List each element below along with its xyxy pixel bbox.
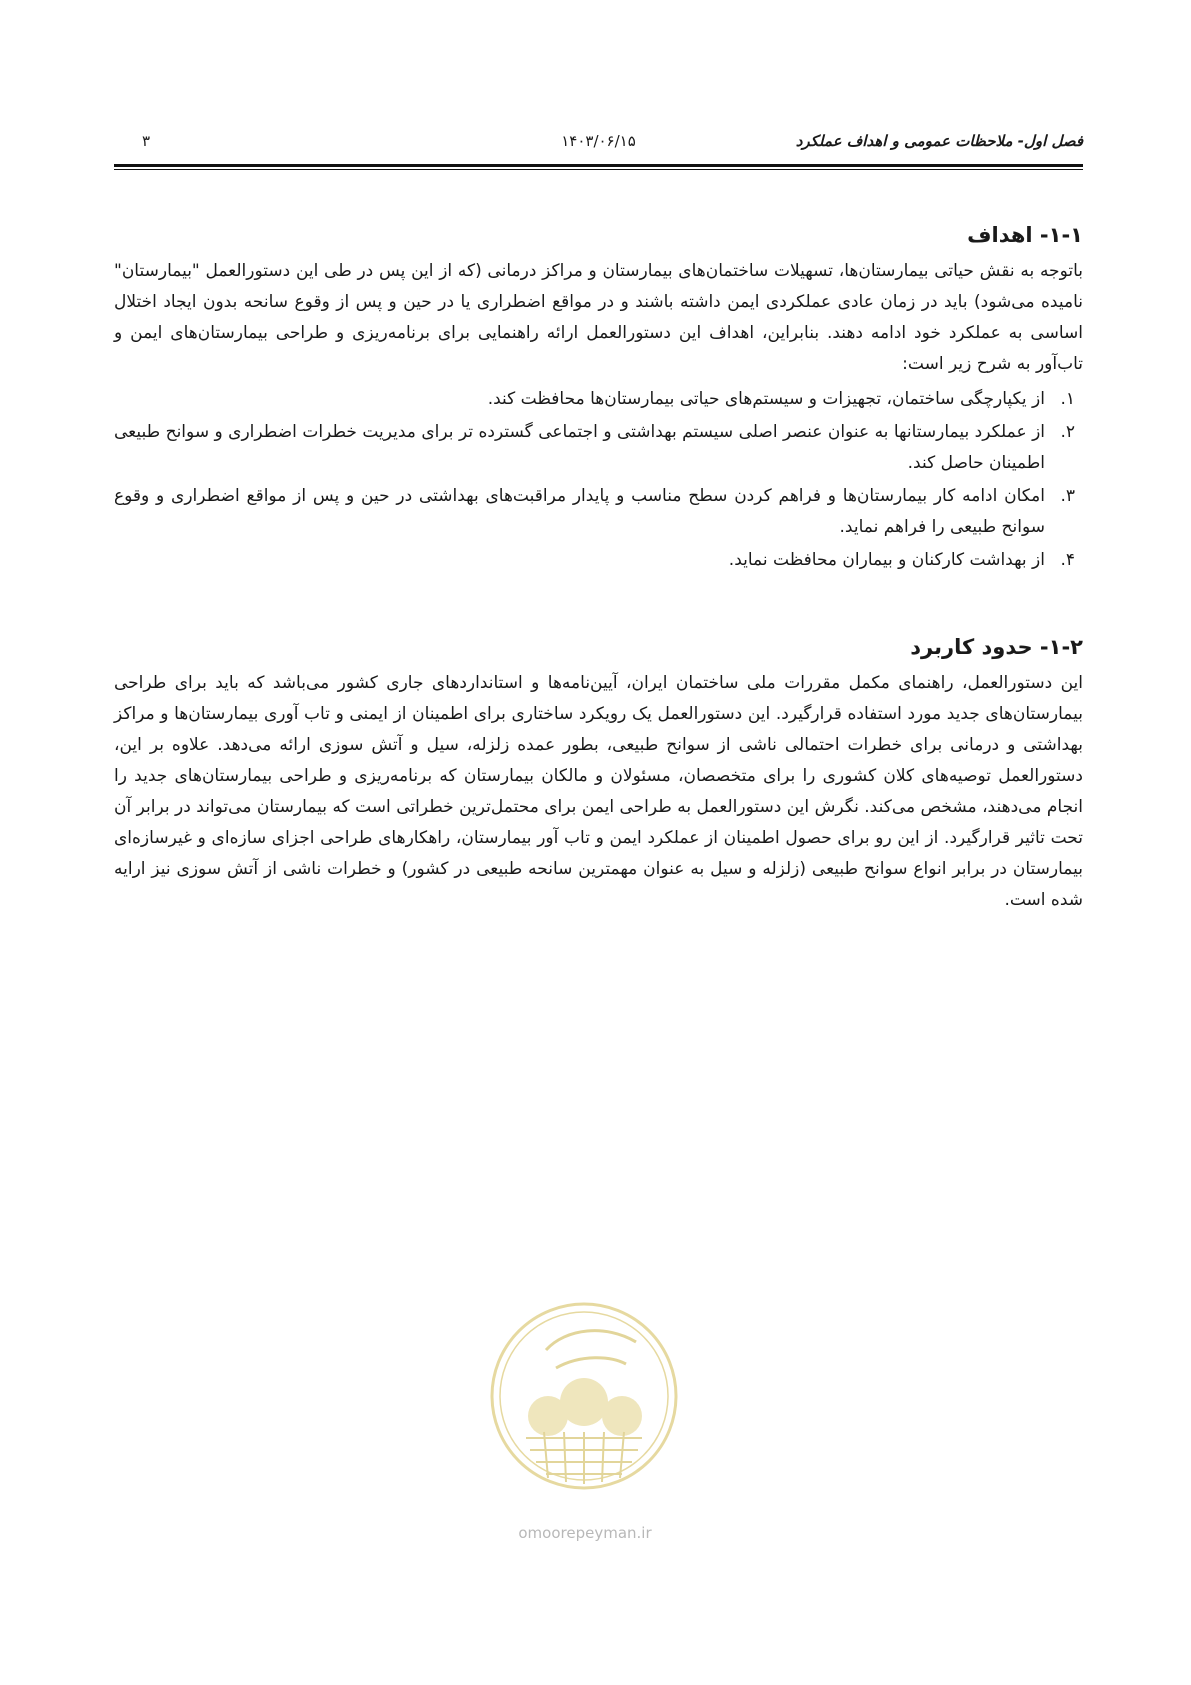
page-header	[114, 128, 1083, 160]
list-item	[114, 417, 1075, 479]
list-item	[114, 481, 1075, 543]
header-rule-thin	[114, 169, 1083, 170]
page-number: ۳	[142, 132, 151, 150]
list-item-text: از یکپارچگی ساختمان، تجهیزات و سیستم‌های حیاتی بیمارستان‌ها محافظت کند.	[487, 389, 1045, 409]
section-heading-scope: ۱-۲- حدود کاربرد	[910, 635, 1083, 659]
header-rule-thick	[114, 164, 1083, 167]
list-item-text: از عملکرد بیمارستانها به عنوان عنصر اصلی سیستم بهداشتی و اجتماعی گسترده تر برای مدیریت خطرات اضطراری و سوانح طبیعی اطمینان حاصل کند.	[114, 422, 1045, 473]
list-item-text: امکان ادامه کار بیمارستان‌ها و فراهم کردن سطح مناسب و پایدار مراقبت‌های بهداشتی در حین و پس از مواقع اضطراری و وقوع سوانح طبیعی را فراهم نماید.	[114, 486, 1045, 537]
list-item-number: ۱.	[1060, 389, 1075, 409]
list-item	[114, 545, 1075, 576]
header-title: فصل اول- ملاحظات عمومی و اهداف عملکرد	[795, 132, 1083, 150]
header-date: ۱۴۰۳/۰۶/۱۵	[561, 132, 636, 150]
list-item-number: ۲.	[1060, 422, 1075, 442]
section-paragraph-goals: باتوجه به نقش حیاتی بیمارستان‌ها، تسهیلات ساختمان‌های بیمارستان و مراکز درمانی (که از این پس در طی این دستورالعمل "بیمارستان" نامیده می‌شود) باید در زمان عادی عملکردی ایمن داشته باشند و در مواقع اضطراری یا در حین و پس از وقوع سانحه بدون ایجاد اختلال اساسی به عملکرد خود ادامه دهند. بنابراین، اهداف این دستورالعمل ارائه راهنمایی برای برنامه‌ریزی و طراحی بیمارستان‌های ایمن و تاب‌آور به شرح زیر است:	[114, 261, 1083, 374]
section-heading-goals: ۱-۱- اهداف	[967, 223, 1083, 247]
watermark-url: omoorepeyman.ir	[518, 1524, 652, 1542]
list-item-text: از بهداشت کارکنان و بیماران محافظت نماید.	[728, 550, 1045, 570]
list-item-number: ۴.	[1060, 550, 1075, 570]
list-item-number: ۳.	[1060, 486, 1075, 506]
seal-logo-icon	[486, 1298, 682, 1494]
page-content	[114, 218, 1083, 916]
goals-list	[114, 384, 1083, 576]
list-item	[114, 384, 1075, 415]
section-paragraph-scope: این دستورالعمل، راهنمای مکمل مقررات ملی ساختمان ایران، آیین‌نامه‌ها و استانداردهای جاری کشور می‌باشد که باید برای طراحی بیمارستان‌های جدید مورد استفاده قرارگیرد. این دستورالعمل یک رویکرد ساختاری برای اطمینان از ایمنی و تاب آوری بیمارستان‌ها و مراکز بهداشتی و درمانی برای خطرات احتمالی ناشی از سوانح طبیعی، بطور عمده زلزله، سیل و آتش سوزی ارائه می‌دهد. علاوه بر این، دستورالعمل توصیه‌های کلان کشوری را برای متخصصان، مسئولان و مالکان بیمارستان که برنامه‌ریزی و طراحی بیمارستان‌های جدید را انجام می‌دهند، مشخص می‌کند. نگرش این دستورالعمل به طراحی ایمن برای محتمل‌ترین خطراتی است که بیمارستان می‌تواند در برابر آن تحت تاثیر قرارگیرد. از این رو برای حصول اطمینان از عملکرد ایمن و تاب آور بیمارستان، راهکارهای طراحی اجزای سازه‌ای و غیرسازه‌ای بیمارستان در برابر انواع سوانح طبیعی (زلزله و سیل به عنوان مهمترین سانحه طبیعی در کشور) و خطرات ناشی از آتش سوزی نیز ارایه شده است.	[114, 673, 1083, 910]
